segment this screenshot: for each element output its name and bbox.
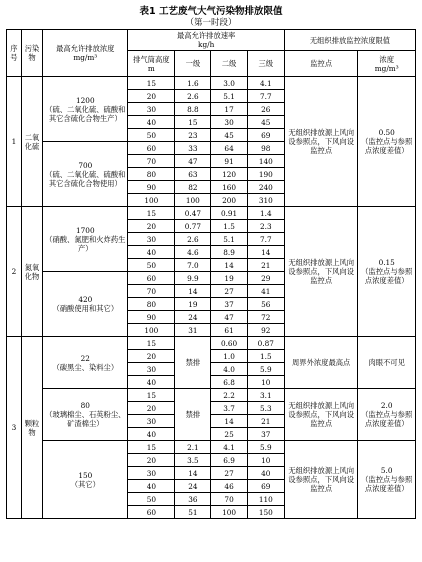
level2-cell: 17 (211, 103, 247, 116)
level2-cell: 19 (211, 272, 247, 285)
level1-cell: 24 (175, 480, 211, 493)
level3-cell: 40 (247, 467, 284, 480)
level2-cell: 4.1 (211, 441, 247, 454)
conc-value: 420 (78, 295, 93, 305)
table-row (7, 389, 416, 402)
emission-table-container (6, 29, 416, 519)
level3-cell: 29 (247, 272, 284, 285)
stack-height-cell: 80 (128, 168, 175, 181)
conc-desc: （硫、二氧化硫、硫酸和其它含硫化合物使用） (45, 169, 126, 188)
monitor-point-cell: 无组织排放源上风向设参照点，下风向设监控点 (284, 77, 357, 207)
level2-cell: 37 (211, 298, 247, 311)
level3-cell: 1.4 (247, 207, 284, 220)
header-stack-height (128, 51, 175, 77)
table-title: 表1 工艺废气大气污染物排放限值 (139, 6, 283, 17)
conc-cell (43, 441, 128, 519)
table-row (7, 207, 416, 220)
stack-height-cell: 40 (128, 246, 175, 259)
monitor-point-cell: 无组织排放源上风向设参照点，下风向设监控点 (284, 207, 357, 337)
stack-height-cell: 90 (128, 311, 175, 324)
conc-desc: （碳黑尘、染料尘） (52, 362, 119, 372)
header-stack-height-label: 排气筒高度 (133, 54, 170, 64)
stack-height-cell: 20 (128, 220, 175, 233)
level3-cell: 190 (247, 168, 284, 181)
level3-cell: 0.87 (247, 337, 284, 350)
stack-height-cell: 20 (128, 90, 175, 103)
level3-cell: 5.3 (247, 402, 284, 415)
level1-cell: 33 (175, 142, 211, 155)
level2-cell: 2.2 (211, 389, 247, 402)
level1-cell: 24 (175, 311, 211, 324)
conc-desc: （硝酸使用和其它） (52, 304, 119, 314)
level1-cell: 2.6 (175, 233, 211, 246)
emission-limits-table (6, 29, 416, 519)
stack-height-cell: 15 (128, 77, 175, 90)
stack-height-cell: 40 (128, 428, 175, 441)
stack-height-cell: 30 (128, 233, 175, 246)
level3-cell: 140 (247, 155, 284, 168)
conc-cell (43, 337, 128, 389)
seq-cell: 3 (7, 337, 22, 519)
conc-value: 150 (78, 470, 93, 480)
header-max-conc-unit: mg/m³ (73, 53, 98, 63)
stack-height-cell: 40 (128, 376, 175, 389)
level1-banned-cell: 禁排 (175, 337, 211, 389)
header-concentration-unit: mg/m³ (374, 63, 399, 73)
level3-cell: 310 (247, 194, 284, 207)
stack-height-cell: 50 (128, 259, 175, 272)
conc-value: 22 (80, 353, 90, 363)
stack-height-cell: 70 (128, 155, 175, 168)
level1-cell: 2.6 (175, 90, 211, 103)
level2-cell: 5.1 (211, 233, 247, 246)
level3-cell: 150 (247, 506, 284, 519)
stack-height-cell: 40 (128, 480, 175, 493)
level2-cell: 47 (211, 311, 247, 324)
stack-height-cell: 100 (128, 194, 175, 207)
level3-cell: 2.3 (247, 220, 284, 233)
stack-height-cell: 60 (128, 142, 175, 155)
conc-value: 1700 (76, 225, 95, 235)
level3-cell: 10 (247, 454, 284, 467)
level3-cell: 56 (247, 298, 284, 311)
level3-cell: 7.7 (247, 233, 284, 246)
level1-cell: 0.47 (175, 207, 211, 220)
level1-cell: 36 (175, 493, 211, 506)
header-max-conc-label: 最高允许排放浓度 (56, 44, 115, 53)
stack-height-cell: 70 (128, 285, 175, 298)
level1-cell: 15 (175, 116, 211, 129)
level1-cell: 1.6 (175, 77, 211, 90)
level3-cell: 92 (247, 324, 284, 337)
header-monitor-point: 监控点 (284, 51, 357, 77)
level1-cell: 8.8 (175, 103, 211, 116)
conc-desc: （硝酸、氮肥和火炸药生产） (45, 234, 126, 253)
level1-cell: 9.9 (175, 272, 211, 285)
stack-height-cell: 60 (128, 506, 175, 519)
level3-cell: 7.7 (247, 90, 284, 103)
monitor-point-cell: 无组织排放源上风向设参照点，下风向设监控点 (284, 389, 357, 441)
level2-cell: 160 (211, 181, 247, 194)
stack-height-cell: 30 (128, 467, 175, 480)
conc-cell (43, 77, 128, 142)
level3-cell: 21 (247, 259, 284, 272)
level2-cell: 0.91 (211, 207, 247, 220)
level1-cell: 100 (175, 194, 211, 207)
level2-cell: 3.0 (211, 77, 247, 90)
conc-value: 1200 (76, 95, 95, 105)
header-level3: 三级 (247, 51, 284, 77)
pollutant-cell: 氮氧化物 (21, 207, 42, 337)
level2-cell: 64 (211, 142, 247, 155)
level3-cell: 37 (247, 428, 284, 441)
stack-height-cell: 60 (128, 272, 175, 285)
conc-cell (43, 272, 128, 337)
level2-cell: 5.1 (211, 90, 247, 103)
header-max-rate-label: 最高允许排放速率 (176, 31, 236, 40)
stack-height-cell: 30 (128, 103, 175, 116)
level1-cell: 2.1 (175, 441, 211, 454)
header-max-rate-unit: kg/h (198, 40, 215, 50)
level2-cell: 91 (211, 155, 247, 168)
level2-cell: 120 (211, 168, 247, 181)
level2-cell: 27 (211, 467, 247, 480)
level3-cell: 26 (247, 103, 284, 116)
stack-height-cell: 15 (128, 441, 175, 454)
level1-cell: 47 (175, 155, 211, 168)
level2-cell: 200 (211, 194, 247, 207)
level3-cell: 5.9 (247, 441, 284, 454)
stack-height-cell: 50 (128, 493, 175, 506)
level2-cell: 8.9 (211, 246, 247, 259)
seq-cell: 1 (7, 77, 22, 207)
monitor-point-cell: 无组织排放源上风向设参照点，下风向设监控点 (284, 441, 357, 519)
stack-height-cell: 50 (128, 129, 175, 142)
level2-cell: 45 (211, 129, 247, 142)
level3-cell: 14 (247, 246, 284, 259)
conc-desc: （其它） (70, 479, 100, 489)
level3-cell: 98 (247, 142, 284, 155)
pollutant-cell: 颗粒物 (21, 337, 42, 519)
table-row (7, 77, 416, 90)
stack-height-cell: 15 (128, 207, 175, 220)
header-stack-height-unit: m (147, 63, 155, 73)
level2-cell: 30 (211, 116, 247, 129)
conc-cell (43, 142, 128, 207)
stack-height-cell: 90 (128, 181, 175, 194)
level2-cell: 61 (211, 324, 247, 337)
level1-cell: 19 (175, 298, 211, 311)
level1-cell: 4.6 (175, 246, 211, 259)
stack-height-cell: 20 (128, 402, 175, 415)
stack-height-cell: 30 (128, 415, 175, 428)
level2-cell: 100 (211, 506, 247, 519)
monitor-point-cell: 周界外浓度最高点 (284, 337, 357, 389)
header-level2: 二级 (211, 51, 247, 77)
stack-height-cell: 15 (128, 337, 175, 350)
level2-cell: 70 (211, 493, 247, 506)
level1-cell: 0.77 (175, 220, 211, 233)
level2-cell: 3.7 (211, 402, 247, 415)
conc-cell (43, 207, 128, 272)
level1-cell: 51 (175, 506, 211, 519)
stack-height-cell: 20 (128, 454, 175, 467)
concentration-cell: 肉眼不可见 (358, 337, 416, 389)
header-pollutant: 污染物 (21, 30, 42, 77)
concentration-cell: 0.15 （监控点与参照点浓度差值） (358, 207, 416, 337)
level1-banned-cell: 禁排 (175, 389, 211, 441)
level3-cell: 4.1 (247, 77, 284, 90)
stack-height-cell: 15 (128, 389, 175, 402)
conc-value: 700 (78, 160, 93, 170)
level2-cell: 14 (211, 259, 247, 272)
header-concentration (358, 51, 416, 77)
level1-cell: 63 (175, 168, 211, 181)
stack-height-cell: 100 (128, 324, 175, 337)
level2-cell: 1.5 (211, 220, 247, 233)
level2-cell: 27 (211, 285, 247, 298)
level3-cell: 41 (247, 285, 284, 298)
level3-cell: 69 (247, 480, 284, 493)
header-max-rate (128, 30, 285, 51)
level2-cell: 1.0 (211, 350, 247, 363)
conc-desc: （硫、二氧化硫、硫酸和其它含硫化合物生产） (45, 104, 126, 123)
pollutant-cell: 二氧化硫 (21, 77, 42, 207)
level2-cell: 46 (211, 480, 247, 493)
concentration-cell: 2.0 （监控点与参照点浓度差值） (358, 389, 416, 441)
level1-cell: 82 (175, 181, 211, 194)
stack-height-cell: 30 (128, 363, 175, 376)
level2-cell: 25 (211, 428, 247, 441)
table-row (7, 441, 416, 454)
level3-cell: 10 (247, 376, 284, 389)
table-subtitle: （第一时段） (185, 18, 237, 28)
level3-cell: 69 (247, 129, 284, 142)
level1-cell: 31 (175, 324, 211, 337)
level3-cell: 1.5 (247, 350, 284, 363)
level3-cell: 72 (247, 311, 284, 324)
conc-cell (43, 389, 128, 441)
level1-cell: 23 (175, 129, 211, 142)
level2-cell: 0.60 (211, 337, 247, 350)
level2-cell: 14 (211, 415, 247, 428)
level1-cell: 14 (175, 467, 211, 480)
table-row (7, 337, 416, 350)
header-fugitive: 无组织排放监控浓度限值 (284, 30, 415, 51)
stack-height-cell: 20 (128, 350, 175, 363)
level3-cell: 3.1 (247, 389, 284, 402)
level3-cell: 110 (247, 493, 284, 506)
conc-desc: （玻璃棉尘、石英粉尘、矿渣棉尘） (45, 410, 126, 429)
level1-cell: 7.0 (175, 259, 211, 272)
level1-cell: 14 (175, 285, 211, 298)
level3-cell: 45 (247, 116, 284, 129)
conc-value: 80 (80, 401, 90, 411)
concentration-cell: 0.50 （监控点与参照点浓度差值） (358, 77, 416, 207)
header-max-conc (43, 30, 128, 77)
header-level1: 一级 (175, 51, 211, 77)
header-concentration-label: 浓度 (379, 54, 394, 64)
stack-height-cell: 80 (128, 298, 175, 311)
header-seq: 序号 (7, 30, 22, 77)
level3-cell: 240 (247, 181, 284, 194)
level3-cell: 5.9 (247, 363, 284, 376)
level3-cell: 21 (247, 415, 284, 428)
seq-cell: 2 (7, 207, 22, 337)
concentration-cell: 5.0 （监控点与参照点浓度差值） (358, 441, 416, 519)
stack-height-cell: 40 (128, 116, 175, 129)
level2-cell: 6.8 (211, 376, 247, 389)
level2-cell: 6.9 (211, 454, 247, 467)
level1-cell: 3.5 (175, 454, 211, 467)
level2-cell: 4.0 (211, 363, 247, 376)
